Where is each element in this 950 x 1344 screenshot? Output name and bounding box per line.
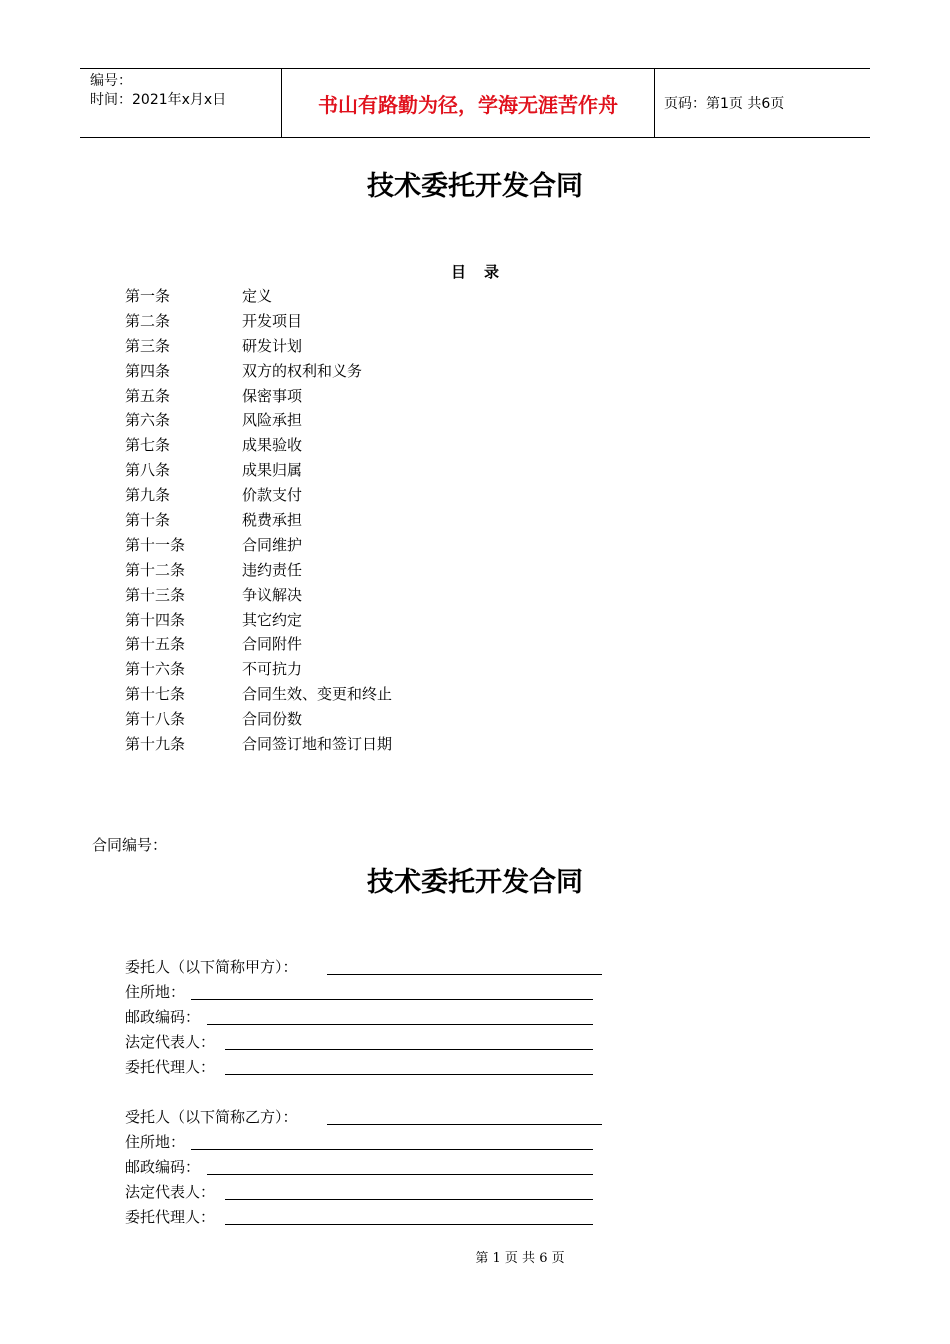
fill-line[interactable] (225, 1074, 593, 1075)
header-number-label: 编号： (90, 73, 132, 89)
party-a-address-field[interactable] (125, 980, 625, 1005)
toc-item (125, 433, 725, 458)
toc-item-title: 双方的权利和义务 (242, 361, 363, 380)
toc-item-title: 研发计划 (242, 336, 303, 355)
page-footer: 第 1 页 共 6 页 (475, 1251, 565, 1266)
fill-line[interactable] (225, 1199, 593, 1200)
toc-item-number: 第十四条 (125, 610, 186, 629)
fill-line[interactable] (225, 1224, 593, 1225)
toc-item-title: 合同签订地和签订日期 (242, 735, 393, 754)
toc-item (125, 359, 725, 384)
table-of-contents (125, 284, 725, 757)
field-label: 住所地： (125, 983, 186, 1001)
toc-item-number: 第九条 (125, 486, 171, 505)
party-a-agent-field[interactable] (125, 1055, 625, 1080)
toc-item-title: 合同附件 (242, 635, 303, 654)
toc-item-title: 开发项目 (242, 311, 303, 330)
toc-item (125, 483, 725, 508)
document-title: 技术委托开发合同 (367, 171, 583, 202)
toc-item (125, 608, 725, 633)
toc-item (125, 583, 725, 608)
field-label: 住所地： (125, 1133, 186, 1151)
toc-item (125, 682, 725, 707)
party-b-agent-field[interactable] (125, 1205, 625, 1230)
fill-line[interactable] (191, 999, 593, 1000)
toc-item-number: 第五条 (125, 386, 171, 405)
toc-item-title: 成果验收 (242, 436, 303, 455)
toc-item-number: 第十一条 (125, 535, 186, 554)
toc-item-title: 合同份数 (242, 710, 303, 729)
field-label: 委托代理人： (125, 1208, 216, 1226)
header-divider (654, 69, 655, 137)
toc-item (125, 657, 725, 682)
toc-item (125, 707, 725, 732)
field-label: 邮政编码： (125, 1158, 201, 1176)
party-a-legal-rep-field[interactable] (125, 1030, 625, 1055)
toc-item-title: 不可抗力 (242, 660, 303, 679)
toc-item-title: 保密事项 (242, 386, 303, 405)
toc-item-number: 第七条 (125, 436, 171, 455)
toc-item-title: 风险承担 (242, 411, 303, 430)
toc-item (125, 284, 725, 309)
field-label: 法定代表人： (125, 1033, 216, 1051)
fill-line[interactable] (327, 1124, 602, 1125)
header-page-info: 页码：第1页 共6页 (664, 96, 785, 112)
toc-item-number: 第三条 (125, 336, 171, 355)
toc-item-number: 第十六条 (125, 660, 186, 679)
toc-item-title: 争议解决 (242, 585, 303, 604)
field-label: 委托人（以下简称甲方）： (125, 958, 298, 976)
toc-item-title: 其它约定 (242, 610, 303, 629)
toc-item-number: 第十八条 (125, 710, 186, 729)
toc-item (125, 632, 725, 657)
toc-item (125, 384, 725, 409)
field-label: 委托代理人： (125, 1058, 216, 1076)
toc-item-number: 第十七条 (125, 685, 186, 704)
toc-item-number: 第十二条 (125, 560, 186, 579)
toc-item-number: 第十条 (125, 511, 171, 530)
toc-item-number: 第十三条 (125, 585, 186, 604)
toc-item-title: 违约责任 (242, 560, 303, 579)
contract-number-label: 合同编号： (92, 836, 168, 854)
toc-item-number: 第六条 (125, 411, 171, 430)
toc-item (125, 732, 725, 757)
header-motto: 书山有路勤为径，学海无涯苦作舟 (318, 93, 618, 117)
fill-line[interactable] (225, 1049, 593, 1050)
party-b-postcode-field[interactable] (125, 1155, 625, 1180)
toc-item-number: 第十五条 (125, 635, 186, 654)
party-a-postcode-field[interactable] (125, 1005, 625, 1030)
field-label: 受托人（以下简称乙方）： (125, 1108, 298, 1126)
toc-item-title: 价款支付 (242, 486, 303, 505)
toc-item (125, 508, 725, 533)
toc-item-number: 第四条 (125, 361, 171, 380)
toc-item-title: 税费承担 (242, 511, 303, 530)
toc-item (125, 309, 725, 334)
toc-item-number: 第一条 (125, 287, 171, 305)
page-header (80, 68, 870, 138)
toc-item-title: 合同生效、变更和终止 (242, 685, 393, 704)
toc-item-title: 合同维护 (242, 535, 303, 554)
contract-title: 技术委托开发合同 (367, 867, 583, 898)
party-b-principal-field[interactable] (125, 1105, 625, 1130)
toc-item (125, 408, 725, 433)
header-meta (90, 72, 280, 110)
party-b-legal-rep-field[interactable] (125, 1180, 625, 1205)
party-b-block (125, 1105, 625, 1230)
toc-item-number: 第二条 (125, 311, 171, 330)
fill-line[interactable] (191, 1149, 593, 1150)
fill-line[interactable] (207, 1174, 593, 1175)
fill-line[interactable] (207, 1024, 593, 1025)
toc-item-number: 第八条 (125, 461, 171, 480)
header-time-label: 时间：2021年x月x日 (90, 92, 227, 108)
party-a-block (125, 955, 625, 1080)
party-a-principal-field[interactable] (125, 955, 625, 980)
party-b-address-field[interactable] (125, 1130, 625, 1155)
toc-item-number: 第十九条 (125, 735, 186, 754)
toc-item (125, 334, 725, 359)
toc-item (125, 533, 725, 558)
fill-line[interactable] (327, 974, 602, 975)
toc-item (125, 558, 725, 583)
toc-item-title: 成果归属 (242, 461, 303, 480)
field-label: 法定代表人： (125, 1183, 216, 1201)
toc-heading: 目录 (450, 263, 517, 281)
field-label: 邮政编码： (125, 1008, 201, 1026)
toc-item (125, 458, 725, 483)
toc-item-title: 定义 (242, 287, 273, 305)
